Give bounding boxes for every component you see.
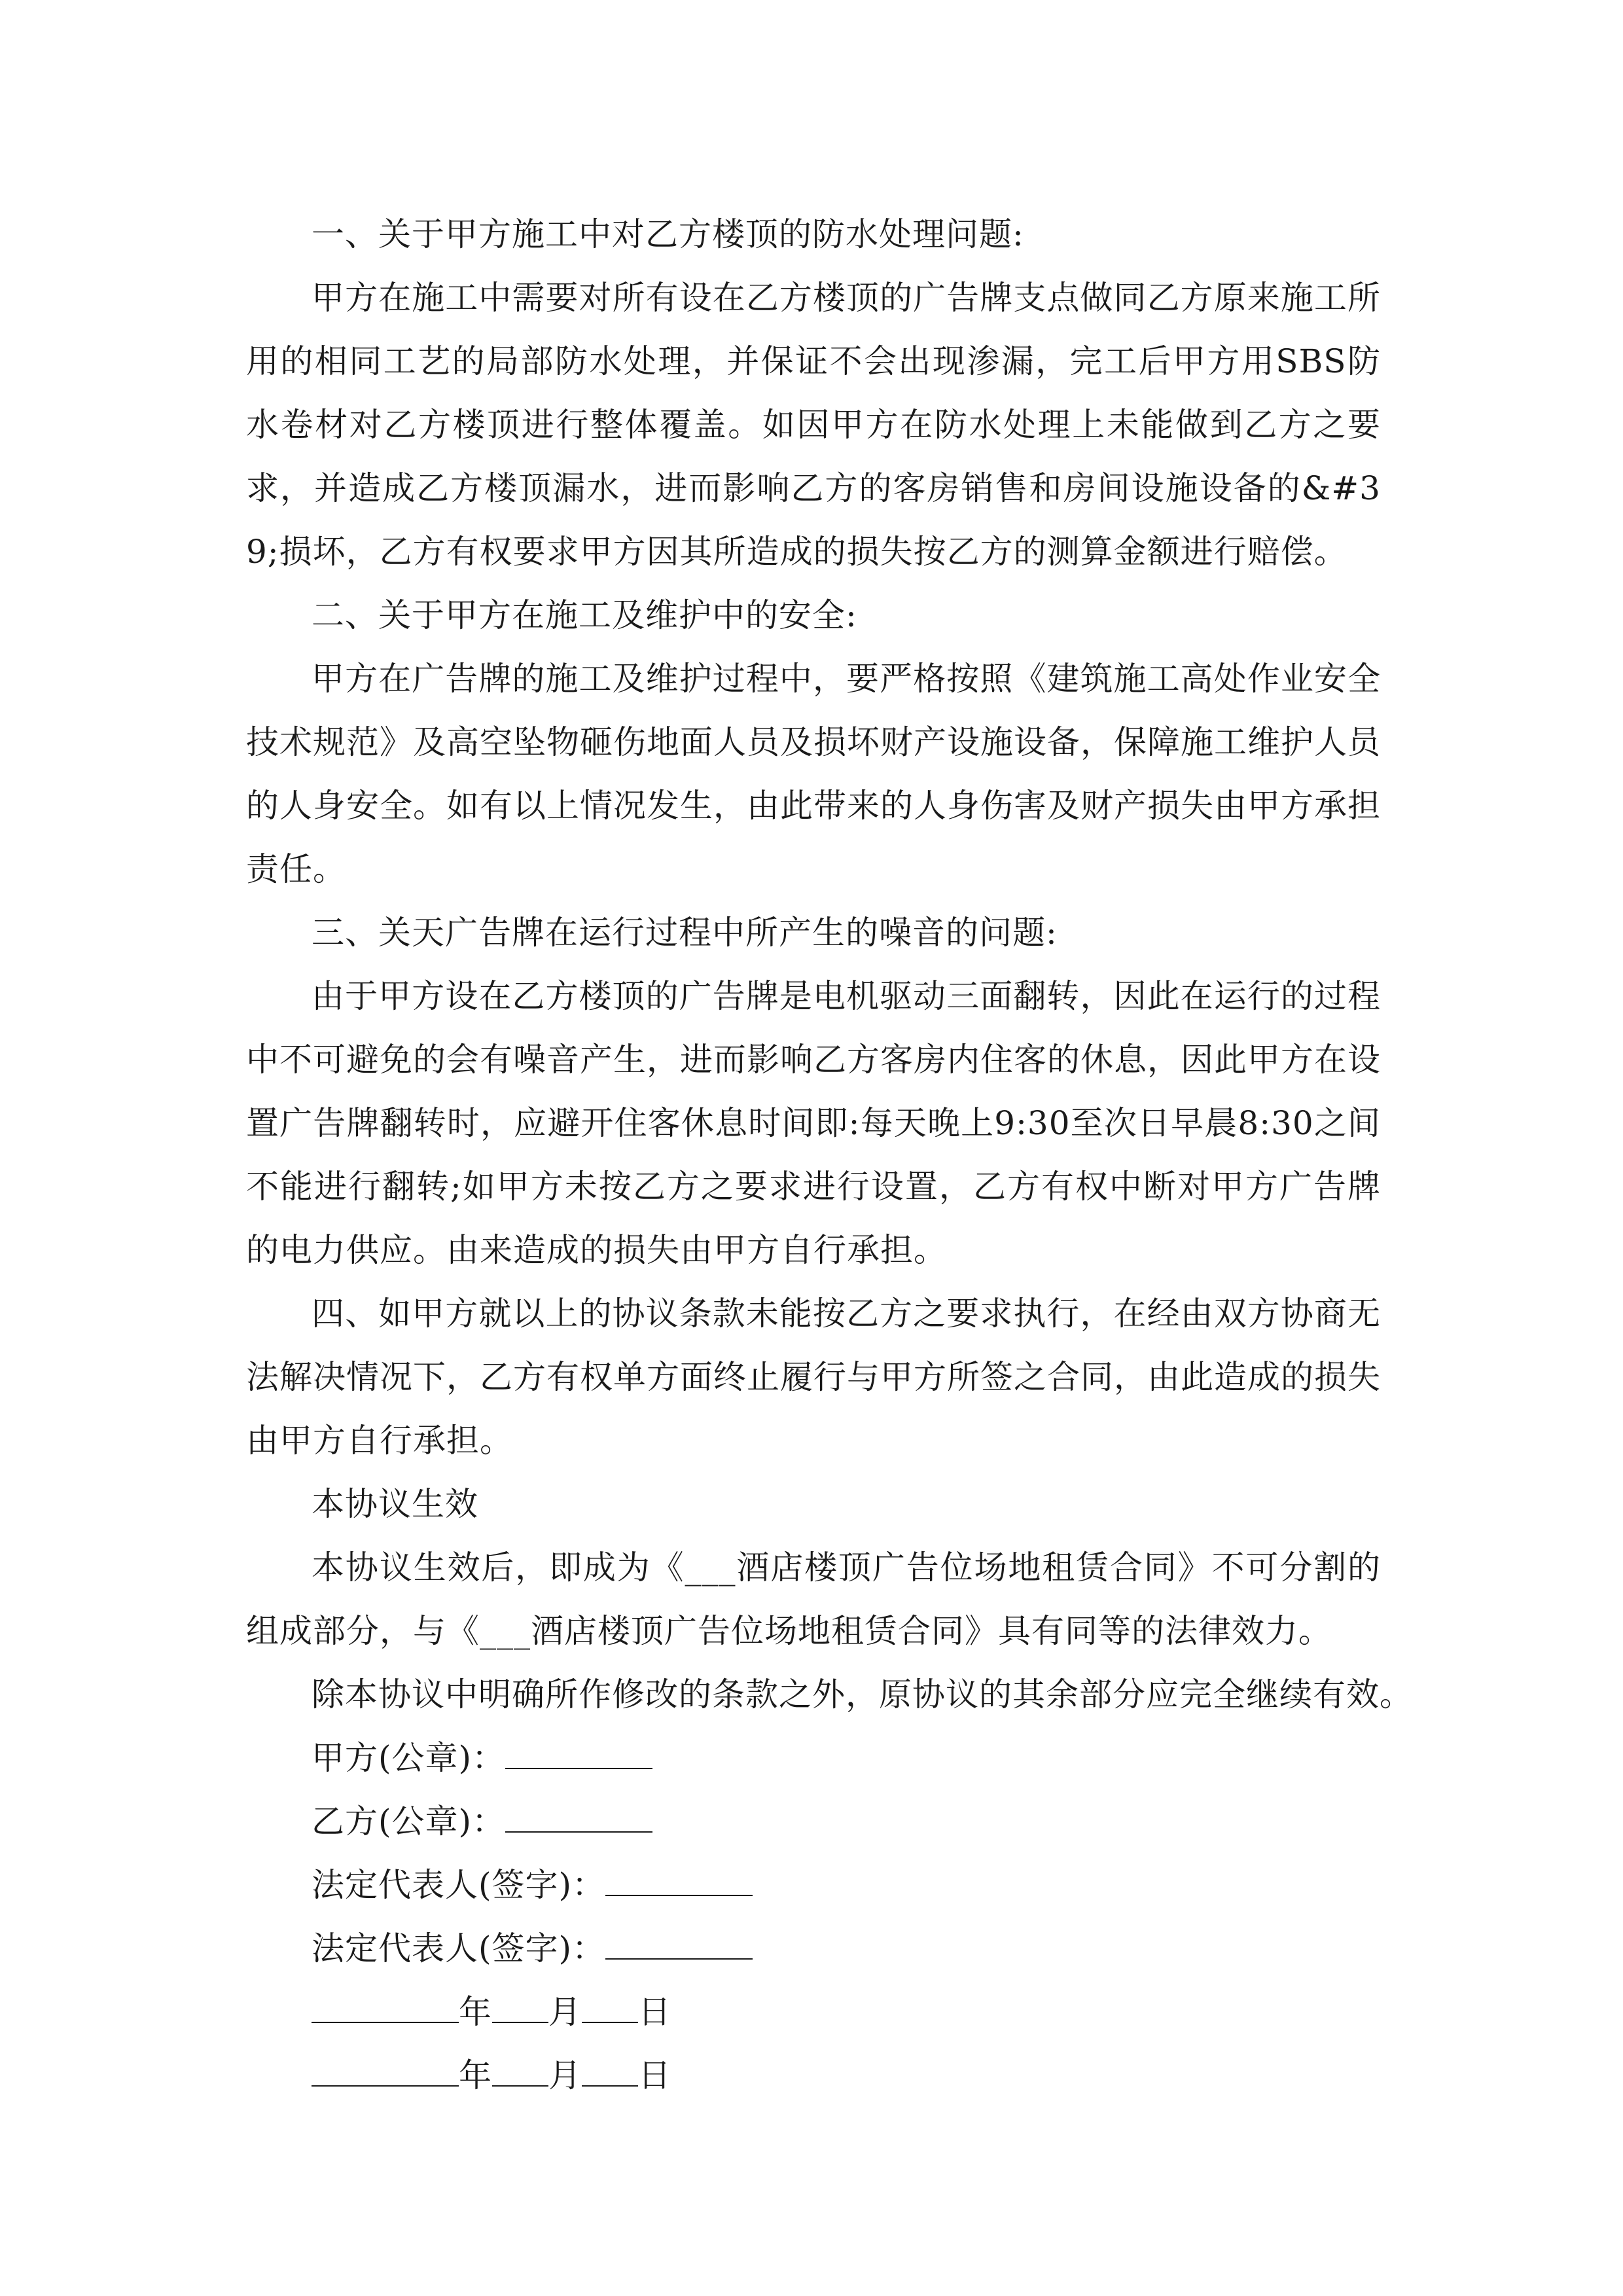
- date-b-day-blank: [582, 2049, 638, 2087]
- rep-a-sign-blank: [605, 1858, 753, 1896]
- date-a-year-label: 年: [459, 1993, 492, 2031]
- section-2-heading: 二、关于甲方在施工及维护中的安全:: [312, 596, 857, 634]
- section-3-heading: 三、关天广告牌在运行过程中所产生的噪音的问题:: [312, 914, 1058, 952]
- document-body: [246, 203, 1413, 2108]
- effective-heading: 本协议生效: [312, 1485, 478, 1523]
- rep-b-sign-blank: [605, 1922, 753, 1960]
- date-line-b: [246, 2044, 1381, 2108]
- rep-a-sign-line: [246, 1854, 1381, 1917]
- effective-body-1: 本协议生效后，即成为《___酒店楼顶广告位场地租赁合同》不可分割的组成部分，与《___酒店楼顶广告位场地租赁合同》具有同等的法律效力。: [246, 1549, 1381, 1650]
- party-a-seal-blank: [505, 1731, 652, 1769]
- party-b-seal-line: [246, 1790, 1381, 1854]
- section-1-body: 甲方在施工中需要对所有设在乙方楼顶的广告牌支点做同乙方原来施工所用的相同工艺的局部防水处理，并保证不会出现渗漏，完工后甲方用SBS防水卷材对乙方楼顶进行整体覆盖。如因甲方在防水处理上未能做到乙方之要求，并造成乙方楼顶漏水，进而影响乙方的客房销售和房间设施设备的&#39;损坏，乙方有权要求甲方因其所造成的损失按乙方的测算金额进行赔偿。: [246, 279, 1381, 571]
- effective-body-2: 除本协议中明确所作修改的条款之外，原协议的其余部分应完全继续有效。: [312, 1676, 1413, 1713]
- section-4-body: 四、如甲方就以上的协议条款未能按乙方之要求执行，在经由双方协商无法解决情况下，乙方有权单方面终止履行与甲方所签之合同，由此造成的损失由甲方自行承担。: [246, 1295, 1381, 1460]
- date-b-year-blank: [312, 2049, 459, 2087]
- date-b-month-label: 月: [548, 2056, 582, 2094]
- party-b-seal-blank: [505, 1795, 652, 1833]
- section-2-body: 甲方在广告牌的施工及维护过程中，要严格按照《建筑施工高处作业安全技术规范》及高空坠物砸伤地面人员及损坏财产设施设备，保障施工维护人员的人身安全。如有以上情况发生，由此带来的人身伤害及财产损失由甲方承担责任。: [246, 660, 1381, 888]
- date-a-year-blank: [312, 1985, 459, 2023]
- party-a-seal-line: [246, 1727, 1381, 1790]
- party-b-seal-label: 乙方(公章)：: [312, 1803, 506, 1840]
- date-a-month-blank: [492, 1985, 548, 2023]
- rep-b-sign-label: 法定代表人(签字)：: [312, 1929, 606, 1967]
- date-a-day-label: 日: [638, 1993, 671, 2031]
- date-a-day-blank: [582, 1985, 638, 2023]
- party-a-seal-label: 甲方(公章)：: [312, 1739, 506, 1777]
- rep-a-sign-label: 法定代表人(签字)：: [312, 1866, 606, 1904]
- rep-b-sign-line: [246, 1917, 1381, 1981]
- date-b-month-blank: [492, 2049, 548, 2087]
- date-line-a: [246, 1981, 1381, 2044]
- section-1-heading: 一、关于甲方施工中对乙方楼顶的防水处理问题:: [312, 215, 1024, 253]
- section-3-body: 由于甲方设在乙方楼顶的广告牌是电机驱动三面翻转，因此在运行的过程中不可避免的会有噪音产生，进而影响乙方客房内住客的休息，因此甲方在设置广告牌翻转时，应避开住客休息时间即:每天晚上9:30至次日早晨8:30之间不能进行翻转;如甲方未按乙方之要求进行设置，乙方有权中断对甲方广告牌的电力供应。由来造成的损失由甲方自行承担。: [246, 977, 1381, 1269]
- date-b-year-label: 年: [459, 2056, 492, 2094]
- date-b-day-label: 日: [638, 2056, 671, 2094]
- date-a-month-label: 月: [548, 1993, 582, 2031]
